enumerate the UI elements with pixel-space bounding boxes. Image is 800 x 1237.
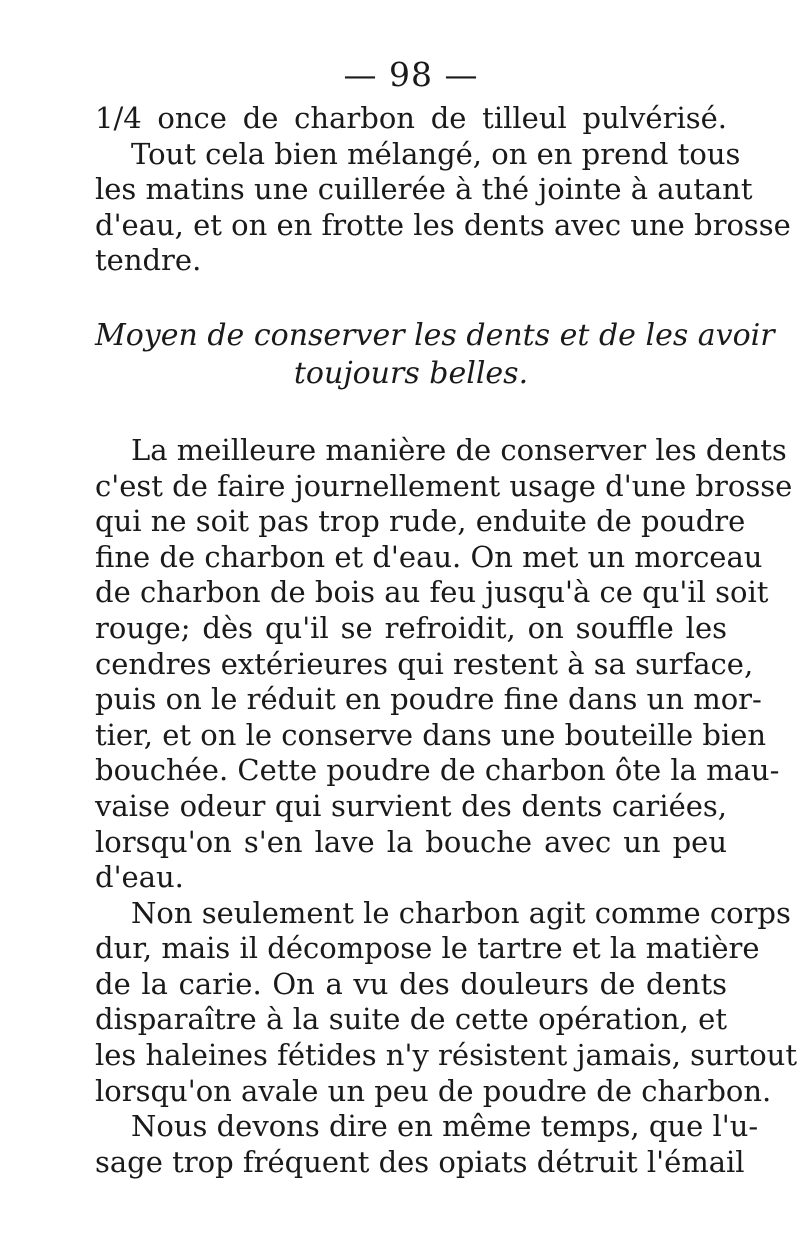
paragraph-3 xyxy=(95,1109,759,1180)
text-line: lorsqu'on s'en lave la bouche avec un peu xyxy=(95,824,727,859)
text-line: cendres extérieures qui restent à sa surface, xyxy=(95,646,754,681)
text-line: d'eau, et on en frotte les dents avec une brosse xyxy=(95,207,791,242)
page-number: — 98 — xyxy=(343,55,479,94)
text-line: fine de charbon et d'eau. On met un morceau xyxy=(95,539,763,574)
text-line: 1/4 once de charbon de tilleul pulvérisé. xyxy=(95,101,727,135)
text-line: les matins une cuillerée à thé jointe à autant xyxy=(95,172,753,207)
text-line: vaise odeur qui survient des dents cariées, xyxy=(95,788,727,823)
text-line: tendre. xyxy=(95,243,202,278)
book-page xyxy=(95,55,798,1180)
text-line: rouge; dès qu'il se refroidit, on souffle les xyxy=(95,610,727,645)
section-heading xyxy=(95,317,775,393)
paragraph-2 xyxy=(95,895,798,1110)
text-line: de charbon de bois au feu jusqu'à ce qu'il soit xyxy=(95,575,769,610)
text-line: d'eau. xyxy=(95,860,184,895)
text-line: Tout cela bien mélangé, on en prend tous xyxy=(131,136,741,171)
text-line: Non seulement le charbon agit comme corps xyxy=(131,895,791,930)
text-line: Nous devons dire en même temps, que l'u- xyxy=(131,1109,759,1144)
heading-line: toujours belles. xyxy=(293,355,529,391)
text-line: qui ne soit pas trop rude, enduite de poudre xyxy=(95,504,746,539)
text-line: bouchée. Cette poudre de charbon ôte la mau- xyxy=(95,753,780,788)
text-line: les haleines fétides n'y résistent jamais, surtout xyxy=(95,1038,798,1073)
heading-line: Moyen de conserver les dents et de les avoir xyxy=(95,317,775,353)
text-line: La meilleure manière de conserver les dents xyxy=(131,432,787,467)
text-line: tier, et on le conserve dans une bouteille bien xyxy=(95,717,767,752)
text-line: lorsqu'on avale un peu de poudre de charbon. xyxy=(95,1073,772,1108)
text-line: c'est de faire journellement usage d'une brosse xyxy=(95,468,793,503)
paragraph-1 xyxy=(95,432,793,896)
text-line: de la carie. On a vu des douleurs de dents xyxy=(95,966,727,1001)
recipe-continuation xyxy=(95,101,791,279)
text-line: dur, mais il décompose le tartre et la matière xyxy=(95,931,760,966)
text-line: puis on le réduit en poudre fine dans un mor- xyxy=(95,682,762,717)
text-line: sage trop fréquent des opiats détruit l'émail xyxy=(95,1144,745,1179)
text-line: disparaître à la suite de cette opération, et xyxy=(95,1002,727,1037)
